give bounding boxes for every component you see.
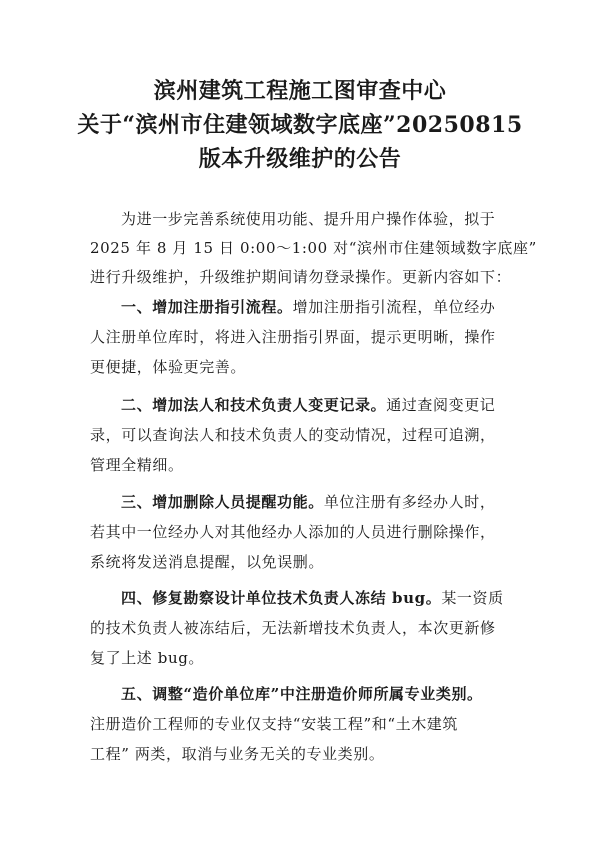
item-1-line-2: 人注册单位库时，将进入注册指引界面，提示更明晰，操作	[90, 328, 496, 346]
item-4-first-line	[121, 584, 551, 613]
item-5-first-line	[121, 680, 551, 709]
item-3-line-2: 若其中一位经办人对其他经办人添加的人员进行删除操作，	[90, 523, 496, 541]
item-2-first-line	[121, 391, 551, 420]
title-line-2: 关于“滨州市住建领域数字底座”20250815	[77, 112, 523, 138]
item-3-first-line	[121, 488, 551, 517]
intro-line-2: 2025 年 8 月 15 日 0:00～1:00 对“滨州市住建领域数字底座”	[90, 239, 537, 257]
item-5-line-3: 工程” 两类，取消与业务无关的专业类别。	[90, 745, 385, 763]
item-3-line-3: 系统将发送消息提醒，以免误删。	[90, 553, 325, 571]
item-3-heading: 三、增加删除人员提醒功能。	[121, 493, 324, 511]
item-5-line-2: 注册造价工程师的专业仅支持“安装工程”和“土木建筑	[90, 715, 459, 733]
item-4-text: 某一资质	[441, 589, 504, 607]
item-2-text: 通过查阅变更记	[386, 396, 496, 414]
item-3-text: 单位注册有多经办人时，	[323, 493, 496, 511]
intro-line-3: 进行升级维护，升级维护期间请勿登录操作。更新内容如下：	[90, 268, 512, 286]
item-4-line-2: 的技术负责人被冻结后，无法新增技术负责人，本次更新修	[90, 619, 496, 637]
item-5-heading: 五、调整“造价单位库”中注册造价师所属专业类别。	[121, 685, 483, 703]
item-1-line-3: 更便捷，体验更完善。	[90, 358, 247, 376]
item-2-line-3: 管理全精细。	[90, 456, 184, 474]
item-1-heading: 一、增加注册指引流程。	[121, 298, 293, 316]
item-1-first-line	[121, 293, 551, 322]
item-4-line-3: 复了上述 bug。	[90, 649, 205, 667]
item-4-heading: 四、修复勘察设计单位技术负责人冻结 bug。	[121, 589, 442, 607]
item-2-heading: 二、增加法人和技术负责人变更记录。	[121, 396, 387, 414]
title-line-1: 滨州建筑工程施工图审查中心	[153, 78, 447, 104]
title-line-3: 版本升级维护的公告	[198, 146, 402, 172]
item-1-text: 增加注册指引流程，单位经办	[292, 298, 496, 316]
intro-line-1: 为进一步完善系统使用功能、提升用户操作体验，拟于	[121, 210, 496, 228]
item-2-line-2: 录，可以查询法人和技术负责人的变动情况，过程可追溯，	[90, 426, 496, 444]
